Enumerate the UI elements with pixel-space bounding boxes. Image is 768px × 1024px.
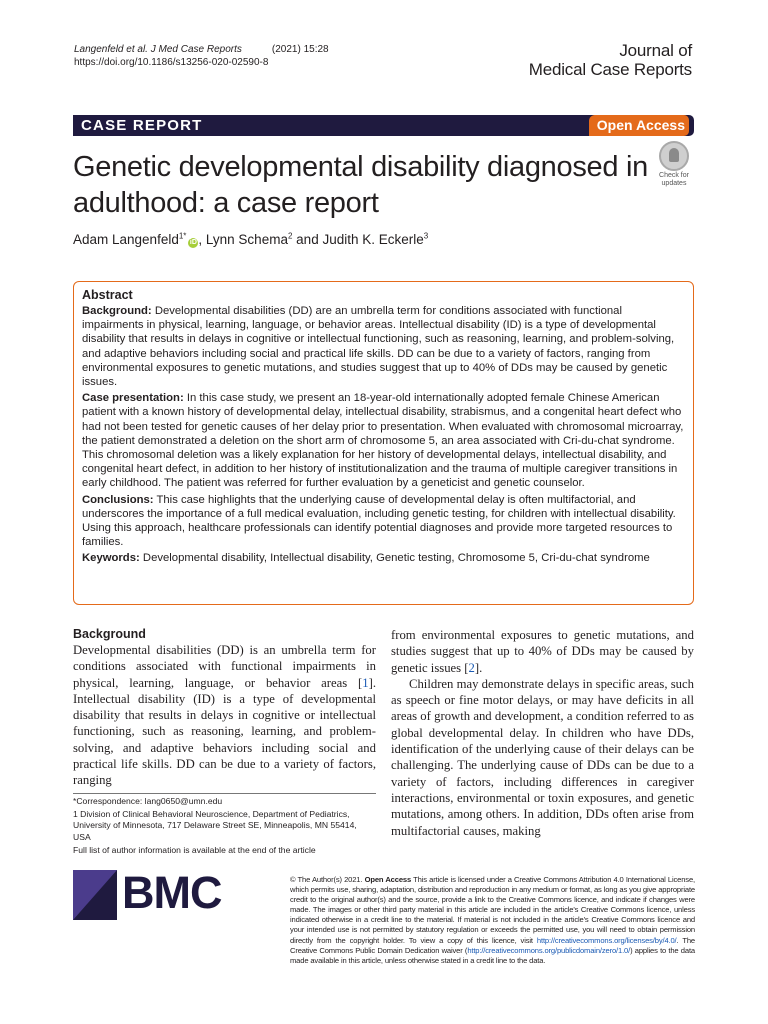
license-link-cc0[interactable]: http://creativecommons.org/publicdomain/zero/1.0/ — [467, 945, 631, 955]
bmc-logo-mark-icon — [73, 870, 117, 920]
check-updates-icon — [659, 141, 689, 171]
footnote-divider — [73, 793, 376, 794]
author-2-affil: 2 — [287, 231, 293, 241]
doi-link[interactable]: https://doi.org/10.1186/s13256-020-02590-8 — [74, 57, 269, 68]
license-text-b: . The Creative Commons Public Domain Dedication waiver ( — [290, 935, 695, 955]
license-copyright: © The Author(s) 2021. — [290, 875, 363, 884]
check-updates-label — [654, 172, 694, 187]
citation-authors: Langenfeld et al. J Med Case Reports — [74, 44, 242, 55]
article-type-banner — [73, 115, 694, 136]
body-column-right — [391, 627, 694, 839]
citation-header — [74, 43, 329, 69]
body-paragraph-1 — [73, 642, 376, 789]
footnotes — [73, 796, 376, 858]
citation-year: (2021) 15:28 — [271, 44, 329, 55]
body-column-left — [73, 626, 376, 789]
abstract-conclusions — [82, 493, 685, 550]
body-p1-part-a: Developmental disabilities (DD) is an umbrella term for conditions associated with functional impairments in physical, learning, language, or behavior areas [ — [73, 643, 376, 690]
abstract-case — [82, 391, 685, 490]
check-updates-line1: Check for — [659, 172, 689, 179]
abstract-keywords — [82, 551, 685, 565]
license-text-a: This article is licensed under a Creative Commons Attribution 4.0 International License, which permits use, sharing, adaptation, distribution and reproduction in any medium or format, as long as you give appropriate credit to the original author(s) and the source, provide a link to the Creative Commons licence, and indicate if changes were made. The images or other third party material in this article are included in the article's Creative Commons licence, unless indicated otherwise in a credit line to the material. If material is not included in the article's Creative Commons licence and your intended use is not permitted by statutory regulation or exceeds the permitted use, you will need to obtain permission directly from the copyright holder. To view a copy of this licence, visit — [290, 875, 695, 945]
author-list — [73, 231, 428, 248]
abstract-background — [82, 304, 685, 389]
license-statement — [290, 875, 695, 966]
bmc-logo — [73, 866, 223, 926]
abstract-heading: Abstract — [82, 288, 133, 302]
bmc-logo-text: BMC — [122, 867, 222, 918]
reference-link-1[interactable]: 1 — [362, 675, 369, 690]
body-p1-part-b: ]. Intellectual disability (ID) is a type of developmental disability that results in delays in cognitive or intellectual functioning, such as reasoning, learning, and problem-solving, and adaptive behaviors including social and practical life skills. DD can be due to a variety of factors, ranging — [73, 675, 376, 788]
open-access-badge: Open Access — [589, 115, 689, 136]
keywords-text: Developmental disability, Intellectual disability, Genetic testing, Chromosome 5, Cri-du-chat syndrome — [142, 552, 650, 565]
section-heading-background: Background — [73, 627, 146, 641]
author-1[interactable]: Adam Langenfeld — [73, 232, 179, 247]
body-p1-part-c: from environmental exposures to genetic mutations, and studies suggest that up to 40% of DDs may be caused by genetic issues [ — [391, 628, 694, 675]
affiliation-note: 1 Division of Clinical Behavioral Neuroscience, Department of Pediatrics, University of Minnesota, 717 Delaware Street SE, Minneapolis, MN 55414, USA — [73, 809, 357, 842]
abstract-conclusions-text: This case highlights that the underlying cause of developmental delay is often multifactorial, and underscores the importance of a full medical evaluation, including genetic testing, for children with intellectual disability. Using this approach, healthcare professionals can identify potential diagnoses and provide more targeted resources to families. — [82, 493, 676, 549]
body-paragraph-2: Children may demonstrate delays in specific areas, such as speech or fine motor delays, or may have deficits in all areas of growth and development, a condition referred to as global developmental delay. In children who have DDs, identification of the underlying cause of their delays can be challenging. The underlying cause of DDs can be due to a variety of factors, including differences in caregiver interactions, environmental or toxin exposures, and genetic mutations, among others. In addition, DDs often arise from multifactorial causes, making — [391, 676, 694, 838]
keywords-label: Keywords: — [82, 552, 140, 565]
license-text-c: ) applies to the data made available in this article, unless otherwise stated in a credit line to the data. — [290, 945, 695, 965]
journal-name-line1: Journal of — [619, 41, 692, 60]
correspondence-note[interactable]: *Correspondence: lang0650@umn.edu — [73, 796, 223, 806]
article-title: Genetic developmental disability diagnosed in adulthood: a case report — [73, 151, 648, 219]
abstract-conclusions-label: Conclusions: — [82, 493, 154, 506]
abstract-case-text: In this case study, we present an 18-year-old internationally adopted female Chinese American patient with a known history of developmental delay, intellectual disability, strabismus, and a congenital heart defect who had not been tested for genetic causes of her delay prior to presentation. When evaluated with chromosomal microarray, the patient demonstrated a deletion on the short arm of chromosome 5, an area associated with Cri-du-chat syndrome. This chromosomal deletion was a likely explanation for her history of developmental delays, intellectual disability, and congenital heart defect, in addition to her history of institutionalization and the trauma of multiple caregiver transitions in early childhood. The patient was referred for further evaluation by a geneticist and genetic counselor. — [82, 392, 684, 490]
license-open-access: Open Access — [364, 875, 412, 884]
abstract-case-label: Case presentation: — [82, 392, 184, 405]
article-type-label: CASE REPORT — [81, 117, 203, 134]
journal-name — [529, 41, 692, 79]
author-2[interactable]: , Lynn Schema — [198, 232, 288, 247]
abstract-background-text: Developmental disabilities (DD) are an umbrella term for conditions associated with functional impairments in physical, learning, language, or behavior areas. Intellectual disability (ID) is a type of developmental disability that results in delays in cognitive or intellectual functioning, such as reasoning, learning, and problem-solving, and adaptive behaviors including social and practical life skills. DD can be due to a variety of factors, ranging from environmental exposures to genetic mutations, and studies suggest that up to 40% of DDs may be caused by genetic issues. — [82, 305, 675, 389]
body-p1-part-d: ]. — [474, 660, 483, 675]
body-paragraph-1-cont — [391, 627, 694, 676]
check-for-updates-button[interactable] — [654, 141, 694, 187]
abstract-background-label: Background: — [82, 305, 152, 317]
abstract-box — [73, 281, 694, 605]
author-3-affil: 3 — [423, 231, 429, 241]
author-3[interactable]: and Judith K. Eckerle — [292, 232, 424, 247]
author-info-note: Full list of author information is available at the end of the article — [73, 844, 316, 855]
check-updates-line2: updates — [661, 179, 687, 187]
author-1-affil: 1* — [178, 231, 187, 241]
reference-link-2[interactable]: 2 — [468, 660, 475, 675]
orcid-icon[interactable]: iD — [189, 239, 197, 246]
license-link-cc-by[interactable]: http://creativecommons.org/licenses/by/4.0/ — [536, 935, 677, 945]
journal-name-line2: Medical Case Reports — [528, 60, 692, 79]
